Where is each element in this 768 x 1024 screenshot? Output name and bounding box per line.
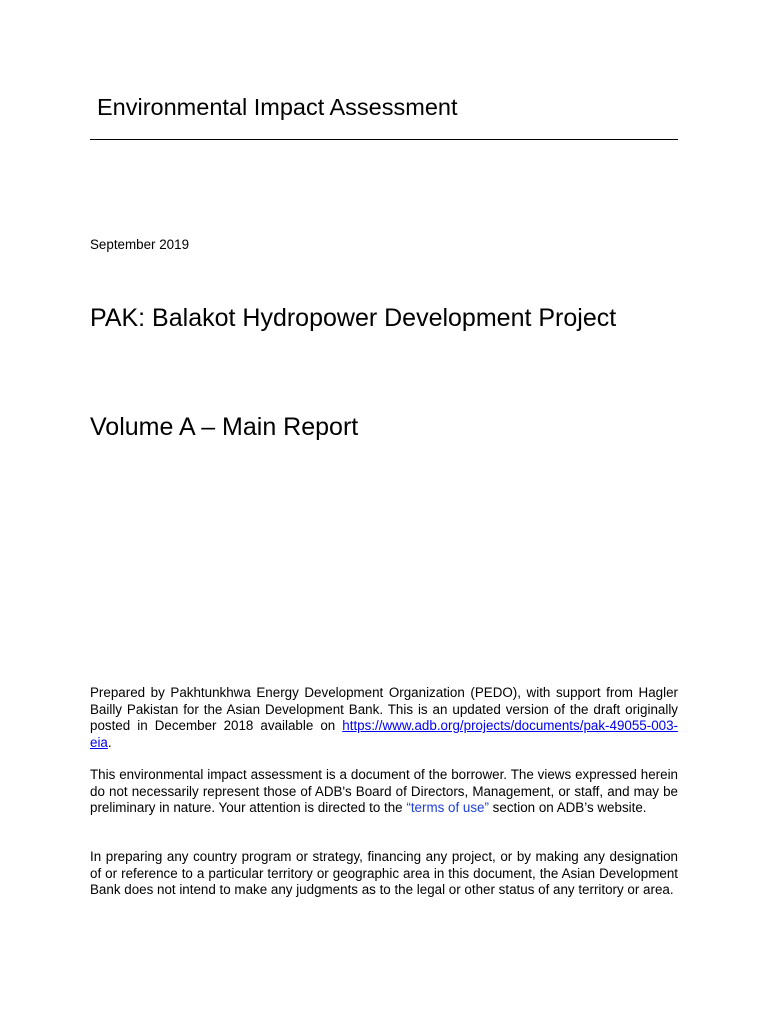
adb-project-documents-link[interactable]: https://www.adb.org/projects/documents/pak-49055-003-eia — [90, 718, 678, 750]
borrower-document-text-end: section on ADB’s website. — [488, 800, 647, 815]
prepared-by-text-end: . — [107, 734, 112, 750]
volume-title: Volume A – Main Report — [90, 413, 359, 441]
document-type-title: Environmental Impact Assessment — [97, 94, 458, 120]
terms-of-use-link[interactable]: “terms of use” — [406, 800, 489, 815]
borrower-document-paragraph — [90, 767, 678, 817]
territory-disclaimer-paragraph: In preparing any country program or strategy, financing any project, or by making any designation of or reference to a particular territory or geographic area in this document, the Asian Development Bank does not intend to make any judgments as to the legal or other status of any territory or area. — [90, 849, 678, 897]
header-divider — [90, 139, 678, 140]
prepared-by-text: Prepared by Pakhtunkhwa Energy Development Organization (PEDO), with support from Hagler Bailly Pakistan for the Asian Development Bank. This is an updated version of the draft originally posted in December 2018 available on — [90, 685, 678, 733]
prepared-by-paragraph — [90, 685, 678, 751]
publication-date: September 2019 — [90, 237, 190, 252]
borrower-document-text: This environmental impact assessment is a document of the borrower. The views expressed herein do not necessarily represent those of ADB's Board of Directors, Management, or staff, and may be preliminary in nature. Your attention is directed to the — [90, 767, 678, 815]
project-title: PAK: Balakot Hydropower Development Project — [90, 304, 617, 332]
